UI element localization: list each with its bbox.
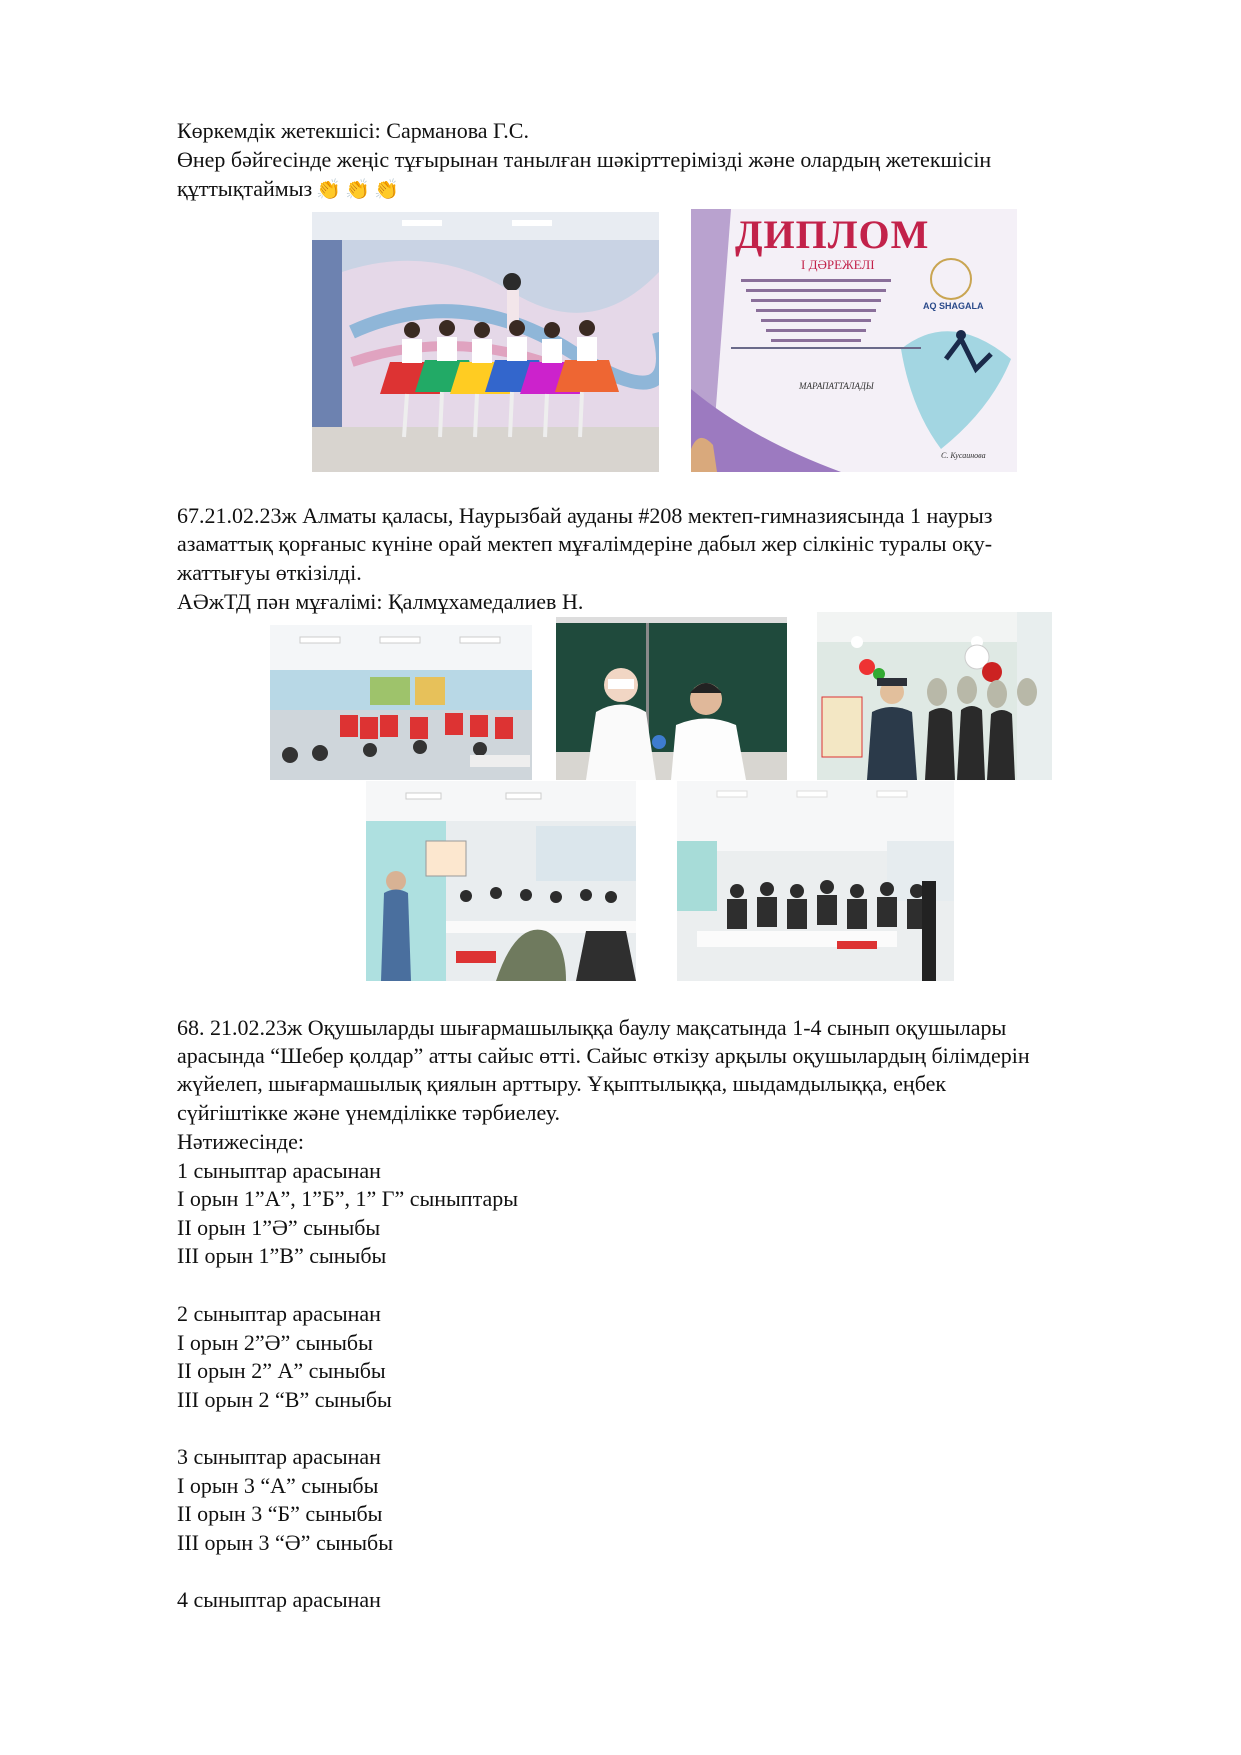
drill-photo-gas-masks — [817, 612, 1052, 780]
diploma-title: ДИПЛОМ — [735, 212, 930, 257]
diploma-photo — [691, 209, 1017, 472]
text-line: ІІ орын 2” А” сыныбы — [177, 1358, 386, 1383]
text-line: жүйелеп, шығармашылық қиялын арттыру. Ұқыптылыққа, шыдамдылыққа, еңбек — [177, 1071, 947, 1096]
text-line: 68. 21.02.23ж Оқушыларды шығармашылыққа баулу мақсатында 1-4 сынып оқушылары — [177, 1015, 1007, 1040]
diploma-award: МАРАПАТТАЛАДЫ — [799, 381, 874, 391]
text-line: 1 сыныптар арасынан — [177, 1158, 381, 1183]
text-line: азаматтық қорғаныс күніне орай мектеп мұғалімдеріне дабыл жер сілкініс туралы оқу- — [177, 531, 993, 556]
text-line: Өнер бәйгесінде жеңіс тұғырынан танылған шәкірттерімізді және олардың жетекшісін — [177, 147, 992, 172]
diploma-logo: AQ SHAGALA — [923, 301, 984, 311]
drill-photo-teachers-lecture — [366, 781, 636, 981]
text-line: 67.21.02.23ж Алматы қаласы, Наурызбай ауданы #208 мектеп-гимназиясында 1 наурыз — [177, 503, 993, 528]
drill-photo-nurse — [556, 617, 787, 780]
text-line: І орын 1”А”, 1”Б”, 1” Г” сыныптары — [177, 1186, 519, 1211]
text-line: ІІІ орын 3 “Ә” сыныбы — [177, 1530, 394, 1555]
dancers-photo — [312, 212, 659, 472]
text-line-with-icons — [177, 175, 399, 204]
applause-hands-icon: 👏 — [374, 179, 399, 201]
text-line: ІІІ орын 1”В” сыныбы — [177, 1243, 387, 1268]
text-line: Көркемдік жетекшісі: Сарманова Г.С. — [177, 118, 529, 143]
text-line: арасында “Шебер қолдар” атты сайыс өтті. Сайыс өткізу арқылы оқушылардың білімдерін — [177, 1043, 1030, 1068]
diploma-signer: С. Кусаинова — [941, 451, 986, 460]
diploma-degree: І ДӘРЕЖЕЛІ — [801, 257, 875, 272]
text-line: І орын 3 “А” сыныбы — [177, 1473, 379, 1498]
text-line: сүйгіштікке және үнемділікке тәрбиелеу. — [177, 1100, 560, 1125]
text-line: Нәтижесінде: — [177, 1129, 304, 1154]
text-line: жаттығуы өткізілді. — [177, 560, 362, 585]
text-line: 3 сыныптар арасынан — [177, 1444, 381, 1469]
drill-photo-teachers-seated — [677, 781, 954, 981]
text-line: АӘжТД пән мұғалімі: Қалмұхамедалиев Н. — [177, 589, 584, 614]
text-line: ІІ орын 1”Ә” сыныбы — [177, 1215, 381, 1240]
text-line: 2 сыныптар арасынан — [177, 1301, 381, 1326]
drill-photo-classroom — [270, 625, 532, 780]
text-line: ІІ орын 3 “Б” сыныбы — [177, 1501, 383, 1526]
applause-hands-icon: 👏 — [316, 179, 342, 201]
text-line: І орын 2”Ә” сыныбы — [177, 1330, 373, 1355]
text-line: 4 сыныптар арасынан — [177, 1587, 381, 1612]
applause-hands-icon: 👏 — [345, 179, 371, 201]
text-line: ІІІ орын 2 “В” сыныбы — [177, 1387, 392, 1412]
text-span: құттықтаймыз — [177, 176, 313, 201]
